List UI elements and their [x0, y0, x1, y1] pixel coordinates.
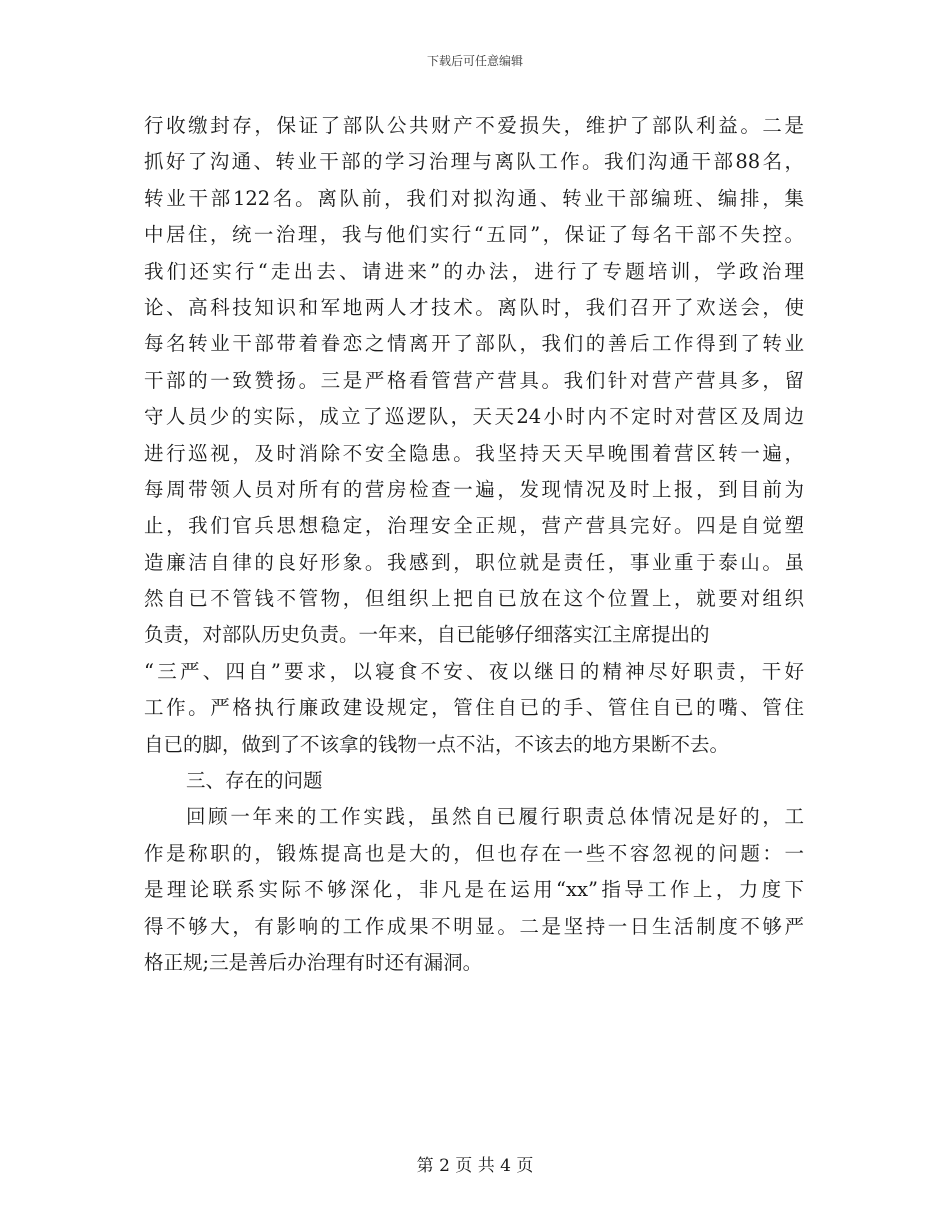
paragraph-line: 自已的脚，做到了不该拿的钱物一点不沾，不该去的地方果断不去。 — [144, 732, 730, 756]
paragraph-line: 工作。严格执行廉政建设规定，管住自已的手、管住自已的嘴、管住 — [144, 696, 804, 720]
paragraph-line: 干部的一致赞扬。三是严格看管营产营具。我们针对营产营具多，留 — [144, 368, 804, 392]
document-body — [144, 108, 804, 981]
paragraph-line: 回顾一年来的工作实践，虽然自已履行职责总体情况是好的，工 — [186, 805, 804, 829]
paragraph-line: 每周带领人员对所有的营房检查一遍，发现情况及时上报，到目前为 — [144, 477, 804, 501]
paragraph-line: 负责，对部队历史负责。一年来，自已能够仔细落实江主席提出的 — [144, 623, 710, 647]
paragraph-line: 止，我们官兵思想稳定，治理安全正规，营产营具完好。四是自觉塑 — [144, 514, 804, 538]
section-heading: 三、存在的问题 — [186, 769, 323, 793]
paragraph-line: 造廉洁自律的良好形象。我感到，职位就是责任，事业重于泰山。虽 — [144, 550, 804, 574]
paragraph-line: 每名转业干部带着眷恋之情离开了部队，我们的善后工作得到了转业 — [144, 332, 804, 356]
paragraph-line: 行收缴封存，保证了部队公共财产不爱损失，维护了部队利益。二是 — [144, 114, 804, 137]
paragraph-line: 论、高科技知识和军地两人才技术。离队时，我们召开了欢送会，使 — [144, 295, 804, 319]
page-header: 下载后可任意编辑 — [426, 54, 523, 68]
paragraph-line: 转业干部122名。离队前，我们对拟沟通、转业干部编班、编排，集 — [144, 186, 804, 210]
paragraph-line: 进行巡视，及时消除不安全隐患。我坚持天天早晚围着营区转一遍， — [144, 441, 804, 465]
paragraph-line: 我们还实行“走出去、请进来”的办法，进行了专题培训，学政治理 — [144, 259, 804, 283]
paragraph-line: 格正规;三是善后办治理有时还有漏洞。 — [144, 950, 483, 974]
page-number: 第 2 页 共 4 页 — [416, 1156, 534, 1176]
paragraph-line: 作是称职的，锻炼提高也是大的，但也存在一些不容忽视的问题：一 — [144, 841, 804, 865]
paragraph-line: 抓好了沟通、转业干部的学习治理与离队工作。我们沟通干部88名， — [144, 150, 804, 174]
paragraph-line: 是理论联系实际不够深化，非凡是在运用“xx”指导工作上，力度下 — [144, 878, 804, 902]
paragraph-line: 然自已不管钱不管物，但组织上把自已放在这个位置上，就要对组织 — [144, 587, 804, 611]
paragraph-line: 得不够大，有影响的工作成果不明显。二是坚持一日生活制度不够严 — [144, 914, 804, 938]
paragraph-line: 中居住，统一治理，我与他们实行“五同”，保证了每名干部不失控。 — [144, 223, 804, 247]
paragraph-line: 守人员少的实际，成立了巡逻队，天天24小时内不定时对营区及周边 — [144, 405, 804, 429]
paragraph-line: “三严、四自”要求，以寝食不安、夜以继日的精神尽好职责，干好 — [144, 659, 804, 683]
